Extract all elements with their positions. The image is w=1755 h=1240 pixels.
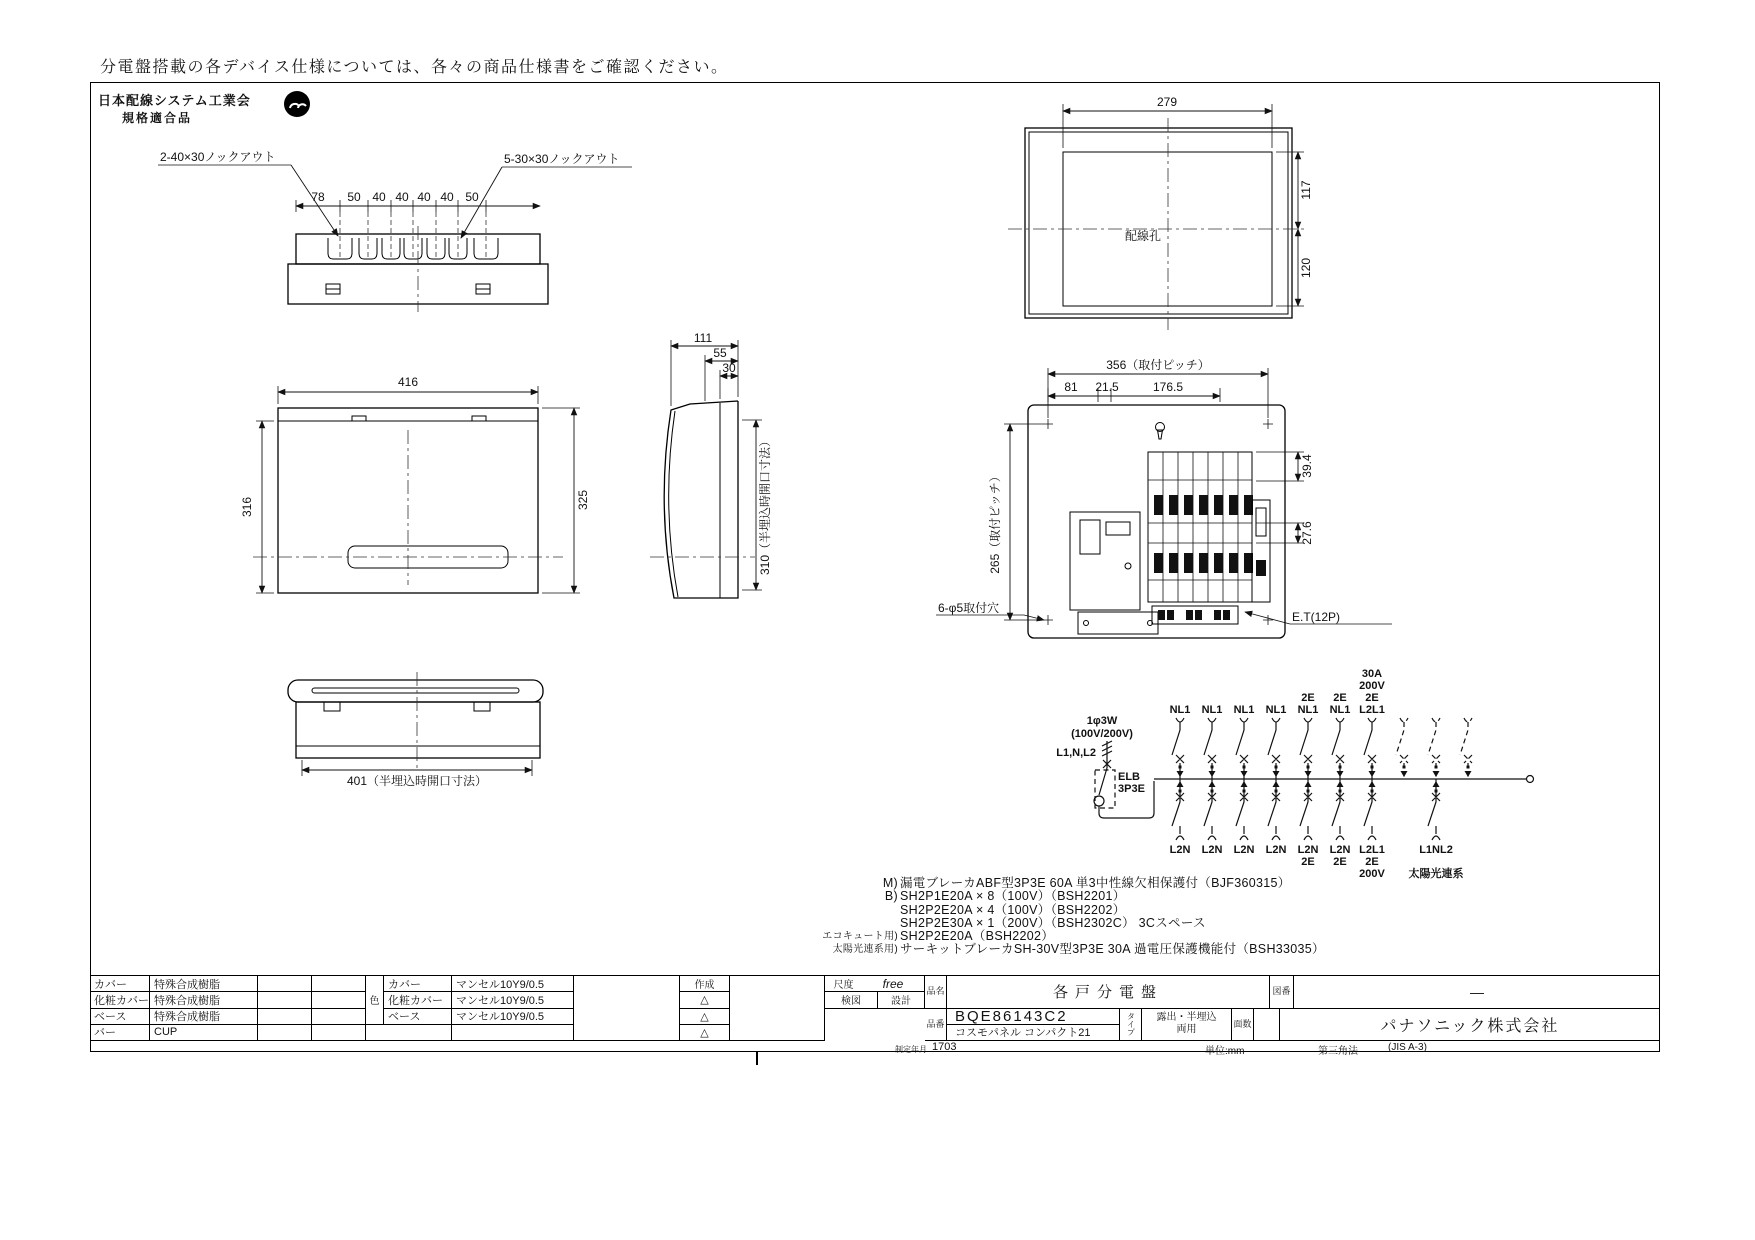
product-name-label: 品名 xyxy=(925,976,947,1009)
side-inner-lines xyxy=(669,403,720,598)
jis-size-note: (JIS A-3) xyxy=(1388,1042,1427,1053)
branch-top-label: 30A xyxy=(1361,668,1383,680)
projection-note: 第三角法 xyxy=(1318,1046,1358,1057)
review-label: 検図 xyxy=(825,992,878,1008)
input-wires-label: L1,N,L2 xyxy=(1056,747,1096,759)
revision-mark: △ xyxy=(680,1009,730,1025)
color-part: カバー xyxy=(384,976,452,992)
color-section-label: 色 xyxy=(366,976,384,1025)
screw xyxy=(1084,621,1089,626)
branch-bottom-label: L2N xyxy=(1265,844,1287,856)
spec-row xyxy=(790,904,1450,917)
material-value: 特殊合成樹脂 xyxy=(150,1009,258,1025)
dim-height-inner: 316 xyxy=(240,496,254,518)
dim-81: 81 xyxy=(1064,380,1078,394)
dim-30: 30 xyxy=(722,361,736,375)
sheet-note: 分電盤搭載の各デバイス仕様については、各々の商品仕様書をご確認ください。 xyxy=(100,59,729,76)
material-value: 特殊合成樹脂 xyxy=(150,976,258,992)
spec-row xyxy=(790,877,1450,890)
spec-row xyxy=(790,890,1450,903)
empty-cell xyxy=(258,976,312,992)
branch-bottom-label: L1NL2 xyxy=(1419,844,1453,856)
knockout-leader-left-label: 2-40×30ノックアウト xyxy=(160,150,276,164)
branch-bottom-label: 2E xyxy=(1365,856,1379,868)
branch-top-label: NL1 xyxy=(1297,704,1319,716)
side-module xyxy=(1252,500,1270,602)
internal-view xyxy=(936,357,1392,638)
empty-cell xyxy=(312,992,366,1008)
empty-cell xyxy=(452,1025,574,1041)
series-name: コスモパネル コンパクト21 xyxy=(947,1025,1120,1041)
spec-prefix xyxy=(790,917,898,930)
empty-cell xyxy=(258,1025,312,1041)
dim-label: 40 xyxy=(372,190,386,204)
dim-opening-width: 401（半埋込時開口寸法） xyxy=(346,774,488,788)
source-label-1: 1φ3W xyxy=(1086,715,1118,727)
empty-cell xyxy=(258,992,312,1008)
branch-bottom-label: 2E xyxy=(1301,856,1315,868)
branch-top-label: 200V xyxy=(1359,680,1385,692)
main-breaker-handle xyxy=(1080,520,1100,554)
main-breaker-screw xyxy=(1125,563,1131,569)
panel-outline xyxy=(1028,405,1285,638)
circuit-diagram xyxy=(1056,668,1533,880)
wiring-hole-label: 配線孔 xyxy=(1124,229,1162,243)
branch-top-label: NL1 xyxy=(1201,704,1223,716)
dim-height-outer: 325 xyxy=(576,489,590,511)
material-part: バー xyxy=(90,1025,150,1041)
established-label: 制定年月 xyxy=(895,1045,927,1054)
side-view xyxy=(650,331,772,598)
empty-cell xyxy=(312,976,366,992)
branch-top-label: 2E xyxy=(1333,692,1347,704)
branch-bottom-label: L2L1 xyxy=(1359,844,1385,856)
latch-details xyxy=(326,284,490,294)
dim-depth: 111 xyxy=(693,331,713,345)
branch-bottom-label: 200V xyxy=(1359,868,1385,880)
et-terminals xyxy=(1158,610,1230,620)
branch-bottom-label: 2E xyxy=(1333,856,1347,868)
established-value: 1703 xyxy=(932,1041,957,1053)
scale-value: free xyxy=(862,976,925,992)
dim-pitch-width: 356（取付ピッチ） xyxy=(1106,358,1210,372)
top-knockout-view xyxy=(158,150,632,312)
branch-bottom-label: L2N xyxy=(1233,844,1255,856)
dim-176-5: 176.5 xyxy=(1152,380,1184,394)
branch-top-label: 2E xyxy=(1365,692,1379,704)
spec-prefix xyxy=(790,904,898,917)
dim-label: 40 xyxy=(417,190,431,204)
side-profile xyxy=(664,401,738,598)
company-name: パナソニック株式会社 xyxy=(1280,1009,1660,1042)
leader-line xyxy=(1024,615,1044,620)
unit-note: 単位:mm xyxy=(1205,1046,1245,1057)
color-part: 化粧カバー xyxy=(384,992,452,1008)
leader-line xyxy=(1245,612,1290,624)
jewa-logo-line2: 規格適合品 xyxy=(122,111,193,125)
product-name: 各戸分電盤 xyxy=(947,976,1270,1009)
type-label xyxy=(1120,1009,1142,1042)
design-label: 設計 xyxy=(878,992,925,1008)
branch-top-label: NL1 xyxy=(1169,704,1191,716)
color-value: マンセル10Y9/0.5 xyxy=(452,1009,574,1025)
material-part: 化粧カバー xyxy=(90,992,150,1008)
product-number: BQE86143C2 xyxy=(947,1009,1120,1025)
dim-opening-height: 310（半埋込時開口寸法） xyxy=(758,434,772,576)
back-outer-outline xyxy=(1025,128,1292,318)
spec-prefix: M) xyxy=(882,876,898,890)
knockout-leader-right-label: 5-30×30ノックアウト xyxy=(504,152,620,166)
bottom-body-outline xyxy=(296,702,540,758)
back-view xyxy=(1008,95,1313,330)
branch-top-label: NL1 xyxy=(1265,704,1287,716)
empty-cell xyxy=(258,1009,312,1025)
branch-bottom-label: L2N xyxy=(1297,844,1319,856)
bottom-view xyxy=(288,672,543,788)
empty-cell xyxy=(730,976,825,1041)
dim-lower: 120 xyxy=(1299,257,1313,279)
extension-lines xyxy=(1256,452,1304,543)
spec-text: SH2P2E20A（BSH2202） xyxy=(900,929,1055,944)
knockout-centerlines xyxy=(340,212,486,258)
faces-label: 面数 xyxy=(1232,1009,1254,1042)
side-module-window xyxy=(1256,508,1266,536)
dim-width: 279 xyxy=(1156,95,1178,109)
centerlines xyxy=(1008,118,1308,330)
spec-row xyxy=(790,943,1450,956)
spec-prefix: 太陽光連系用) xyxy=(832,944,898,956)
elb-label-2: 3P3E xyxy=(1118,783,1145,795)
mounting-hole-marks xyxy=(1043,419,1273,625)
revision-mark: △ xyxy=(680,1025,730,1041)
elb-label-1: ELB xyxy=(1118,771,1140,783)
type-value xyxy=(1142,1009,1232,1042)
title-block xyxy=(90,975,1660,1057)
type-line1: 露出・半埋込 xyxy=(1156,1012,1217,1024)
dim-label: 50 xyxy=(347,190,361,204)
extension-lines xyxy=(256,421,274,593)
product-number-label: 品番 xyxy=(925,1009,947,1042)
dim-27-6: 27.6 xyxy=(1300,521,1314,545)
scale-label: 尺度 xyxy=(825,976,862,992)
dim-39-4: 39.4 xyxy=(1300,454,1314,478)
dim-width: 416 xyxy=(397,375,419,389)
material-value: CUP xyxy=(150,1025,258,1041)
centerlines xyxy=(253,430,563,585)
material-value: 特殊合成樹脂 xyxy=(150,992,258,1008)
dim-21-5: 21.5 xyxy=(1095,380,1119,394)
branch-top-label: NL1 xyxy=(1233,704,1255,716)
solar-branch-note: 太陽光連系 xyxy=(1408,868,1464,880)
material-part: カバー xyxy=(90,976,150,992)
et-terminal-label: E.T(12P) xyxy=(1292,610,1341,624)
empty-cell xyxy=(366,1025,452,1041)
color-value: マンセル10Y9/0.5 xyxy=(452,992,574,1008)
branch-top-label: NL1 xyxy=(1329,704,1351,716)
created-label: 作成 xyxy=(680,976,730,992)
empty-cell xyxy=(312,1025,366,1041)
empty-cell xyxy=(312,1009,366,1025)
branch-bottom-label: L2N xyxy=(1201,844,1223,856)
back-outer-inner-line xyxy=(1029,132,1288,314)
type-label-text: タイプ xyxy=(1126,1012,1136,1037)
side-module-handle xyxy=(1256,560,1266,576)
leader-line xyxy=(291,165,338,236)
main-breaker-window xyxy=(1106,522,1130,535)
dim-label: 40 xyxy=(395,190,409,204)
type-line2: 両用 xyxy=(1176,1024,1197,1036)
dim-upper: 117 xyxy=(1299,180,1313,200)
dim-pitch-height: 265（取付ピッチ） xyxy=(988,470,1002,574)
branch-bottom-label: L2N xyxy=(1169,844,1191,856)
material-part: ベース xyxy=(90,1009,150,1025)
breaker-spec-list xyxy=(790,877,1450,957)
branch-top-label: L2L1 xyxy=(1359,704,1385,716)
color-part: ベース xyxy=(384,1009,452,1025)
bus-terminal xyxy=(1527,776,1534,783)
spec-text: SH2P2E20A × 4（100V）（BSH2202） xyxy=(900,902,1126,917)
color-value: マンセル10Y9/0.5 xyxy=(452,976,574,992)
bottom-details xyxy=(296,702,540,746)
spec-text: SH2P1E20A × 8（100V）（BSH2201） xyxy=(900,889,1126,904)
jewa-logo-line1: 日本配線システム工業会 xyxy=(98,93,251,108)
drawing-no-label: 図番 xyxy=(1270,976,1294,1009)
faces-value xyxy=(1254,1009,1280,1042)
spec-row xyxy=(790,917,1450,930)
branch-wires-spare xyxy=(1396,718,1472,779)
dim-label: 50 xyxy=(465,190,479,204)
front-view xyxy=(240,375,590,593)
dim-label: 78 xyxy=(311,190,325,204)
branch-bottom-label: L2N xyxy=(1329,844,1351,856)
spec-prefix: B) xyxy=(884,889,898,904)
mounting-holes-label: 6-φ5取付穴 xyxy=(938,601,1000,615)
dim-55: 55 xyxy=(713,346,727,360)
main-breaker-base xyxy=(1078,612,1158,634)
dim-label: 40 xyxy=(440,190,454,204)
spec-prefix: エコキュート用) xyxy=(822,931,898,943)
branch-breaker-block xyxy=(1148,452,1252,602)
branch-breaker-grid xyxy=(1148,452,1252,602)
source-label-2: (100V/200V) xyxy=(1071,728,1133,740)
bottom-cap-outline xyxy=(288,680,543,702)
bottom-slot xyxy=(312,688,519,693)
revision-mark: △ xyxy=(680,992,730,1008)
spec-text: サーキットブレーカSH-30V型3P3E 30A 過電圧保護機能付（BSH33035） xyxy=(900,942,1325,957)
branch-top-label: 2E xyxy=(1301,692,1315,704)
front-top-strip xyxy=(278,416,538,421)
spec-text: SH2P2E30A × 1（200V）（BSH2302C） 3Cスペース xyxy=(900,915,1206,930)
spec-text: 漏電ブレーカABF型3P3E 60A 単3中性線欠相保護付（BJF360315） xyxy=(900,876,1291,890)
empty-cell xyxy=(574,976,680,1041)
source-line xyxy=(1099,741,1112,795)
drawing-no-value: — xyxy=(1294,976,1660,1009)
